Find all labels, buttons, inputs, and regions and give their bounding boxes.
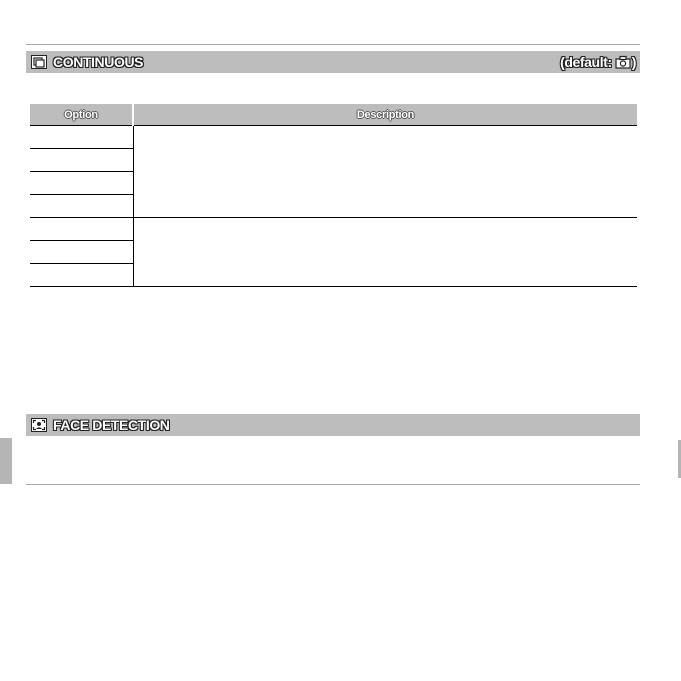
chapter-side-tab: [0, 438, 12, 484]
option-cell: [30, 264, 133, 287]
continuous-section-header: [26, 51, 640, 73]
continuous-options-table: [30, 104, 637, 287]
option-cell: [30, 172, 133, 195]
bottom-rule: [26, 484, 640, 485]
option-column-header: Option: [30, 104, 133, 126]
option-cell: [30, 241, 133, 264]
table-header-row: [30, 104, 637, 126]
single-frame-icon: [615, 55, 631, 69]
table-row: [30, 218, 637, 241]
description-cell: [133, 218, 637, 287]
face-detection-section-header: [26, 414, 640, 436]
description-cell: [133, 126, 637, 218]
continuous-shooting-icon: [31, 55, 47, 69]
face-detection-title: FACE DETECTION: [53, 417, 170, 433]
default-suffix: ): [631, 54, 636, 70]
description-column-header: Description: [133, 104, 637, 126]
continuous-default: [560, 54, 636, 70]
default-prefix: (default:: [560, 54, 612, 70]
option-cell: [30, 195, 133, 218]
option-cell: [30, 218, 133, 241]
face-detection-icon: [31, 418, 47, 432]
option-cell: [30, 149, 133, 172]
top-rule: [26, 44, 640, 45]
option-cell: [30, 126, 133, 149]
table-row: [30, 126, 637, 149]
continuous-title: CONTINUOUS: [53, 54, 144, 70]
